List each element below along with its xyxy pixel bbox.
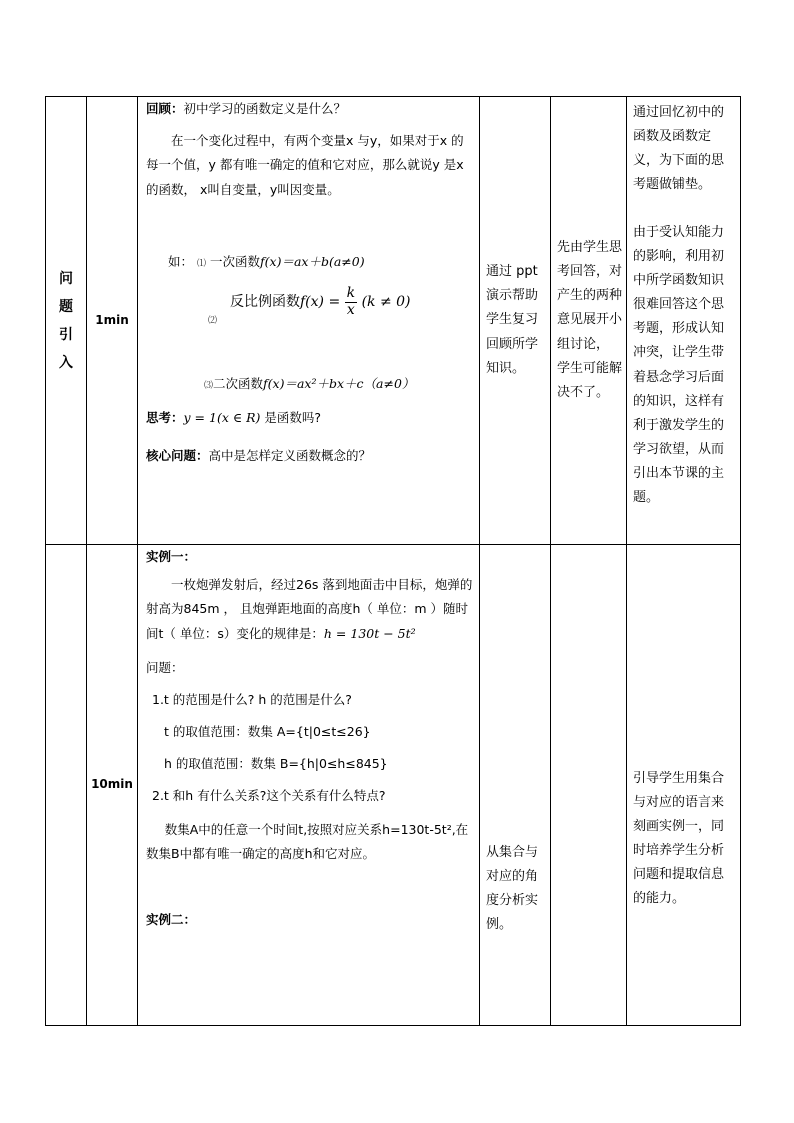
- think-question: 思考：y = 1(x ∈ R) 是函数吗?: [146, 410, 321, 426]
- example-1-text: 一枚炮弹发射后，经过26s 落到地面击中目标，炮弹的射高为845m ， 且炮弹距地面的高度h（ 单位：m ）随时间t（ 单位：s）变化的规律是：h = 130t − 5t²: [146, 577, 473, 641]
- content-cell: 实例一： 一枚炮弹发射后，经过26s 落到地面击中目标，炮弹的射高为845m ， 且炮弹距地面的高度h（ 单位：m ）随时间t（ 单位：s）变化的规律是：h = 130t − 5t² 问题： 1.t 的范围是什么? h 的范围是什么? t 的取值范围：数集 A={t|0≤t≤26} h 的取值范围：数集 B={h|0≤h≤845} 2.t 和h 有什么关系?这个关系有什么特点? 数集A中的任意一个时间t,按照对应关系h=130t-5t²,在数集B中都有唯一确定的高度h和它对应。 实例二：: [138, 545, 480, 1026]
- fraction: $\frac{k}{x}$: [346, 285, 356, 318]
- time-cell: 10min: [87, 545, 138, 1026]
- row-examples: [46, 545, 741, 1026]
- function-definition: 在一个变化过程中，有两个变量x 与y，如果对于x 的每一个值，y 都有唯一确定的值和它对应，那么就说y 是x 的函数， x叫自变量，y叫因变量。: [146, 133, 464, 197]
- teacher-activity: 从集合与对应的角度分析实例。: [480, 545, 551, 1026]
- time-cell: 1min: [87, 97, 138, 545]
- example-2: 反比例函数f(x) = $\frac{k}{x}$ (k ≠ 0): [230, 285, 411, 318]
- lesson-plan-table: [45, 96, 741, 1026]
- section-label-empty: [46, 545, 87, 1026]
- section-label: 问 题 引 入: [46, 97, 87, 545]
- content-cell: 回顾：初中学习的函数定义是什么？ 在一个变化过程中，有两个变量x 与y，如果对于x 的每一个值，y 都有唯一确定的值和它对应，那么就说y 是x 的函数， x叫自变量，y叫因变量。 如： ⑴ 一次函数f(x)＝ax＋b(a≠0) 反比例函数f(x) = $\frac{k}{x}$ (k ≠ 0) ⑵ ⑶二次函数f(x)＝ax²＋bx＋c（a≠0） 思考：y = 1(x ∈ R) 是函数吗? 核心问题：高中是怎样定义函数概念的？: [138, 97, 480, 545]
- student-activity: 先由学生思考回答，对产生的两种意见展开小组讨论， 学生可能解决不了。: [551, 97, 627, 545]
- core-question: 核心问题：高中是怎样定义函数概念的？: [146, 448, 372, 464]
- example-1: 如： ⑴ 一次函数f(x)＝ax＋b(a≠0): [168, 254, 365, 270]
- example-3: ⑶二次函数f(x)＝ax²＋bx＋c（a≠0）: [204, 376, 415, 392]
- student-activity: [551, 545, 627, 1026]
- row-problem-intro: [46, 97, 741, 545]
- teacher-activity: 通过 ppt 演示帮助学生复习回顾所学知识。: [480, 97, 551, 545]
- design-intent: 通过回忆初中的函数及函数定义，为下面的思考题做铺垫。 由于受认知能力的影响，利用初中所学函数知识很难回答这个思考题，形成认知冲突，让学生带着悬念学习后面的知识，这样有利于激发学生的学习欲望，从而引出本节课的主题。: [627, 97, 741, 545]
- design-intent: 引导学生用集合与对应的语言来刻画实例一，同时培养学生分析问题和提取信息的能力。: [627, 545, 741, 1026]
